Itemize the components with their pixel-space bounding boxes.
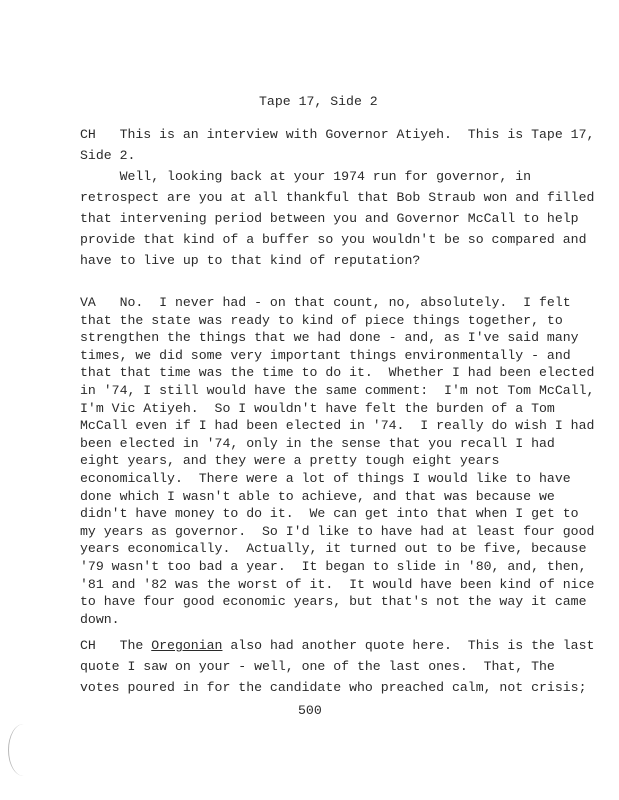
text-line: done which I wasn't able to achieve, and that was because we — [80, 488, 555, 504]
text-line: quote I saw on your - well, one of the last ones. That, The — [80, 659, 555, 674]
text-line: in '74, I still would have the same comment: I'm not Tom McCall, — [80, 383, 595, 398]
text-line: times, we did some very important things environmentally - and — [80, 347, 571, 363]
text-line: VA No. I never had - on that count, no, absolutely. I felt — [80, 295, 571, 310]
text-line: have to live up to that kind of reputation? — [80, 253, 421, 268]
text-line: economically. There were a lot of things I would like to have — [80, 471, 571, 486]
page-number: 500 — [298, 703, 322, 718]
text-line — [80, 638, 594, 653]
text-line: strengthen the things that we had done - and, as I've said many — [80, 330, 579, 346]
text-line: didn't have money to do it. We can get into that when I get to — [80, 506, 579, 522]
text-line: that the state was ready to kind of piece things together, to — [80, 312, 563, 328]
text-line: CH This is an interview with Governor Atiyeh. This is Tape 17, — [80, 127, 595, 142]
text-line: to have four good economic years, but that's not the way it came — [80, 594, 587, 610]
text-line: retrospect are you at all thankful that Bob Straub won and filled — [80, 190, 595, 205]
text-line: '79 wasn't too bad a year. It began to slide in '80, and, then, — [80, 559, 587, 574]
text-line: McCall even if I had been elected in '74. I really do wish I had — [80, 418, 595, 434]
speaker-prefix: CH The — [80, 638, 152, 653]
scan-margin-mark — [8, 724, 39, 776]
text-line: Side 2. — [80, 148, 136, 163]
text-line: I'm Vic Atiyeh. So I wouldn't have felt the burden of a Tom — [80, 400, 555, 416]
text-line: my years as governor. So I'd like to have had at least four good — [80, 523, 595, 539]
tape-heading: Tape 17, Side 2 — [259, 94, 378, 109]
text-line: that that time was the time to do it. Whether I had been elected — [80, 365, 595, 381]
text-line: Well, looking back at your 1974 run for governor, in — [80, 169, 532, 184]
text-line: eight years, and they were a pretty tough eight years — [80, 453, 500, 469]
text-line: down. — [80, 611, 120, 627]
text-line: years economically. Actually, it turned out to be five, because — [80, 541, 587, 557]
text-line: '81 and '82 was the worst of it. It would have been kind of nice — [80, 576, 595, 592]
underlined-title: Oregonian — [151, 638, 223, 653]
text-segment: also had another quote here. This is the last — [222, 638, 595, 653]
text-line: been elected in '74, only in the sense that you recall I had — [80, 435, 555, 451]
text-line: that intervening period between you and Governor McCall to help — [80, 211, 579, 226]
text-line: provide that kind of a buffer so you wouldn't be so compared and — [80, 232, 587, 247]
text-line: votes poured in for the candidate who preached calm, not crisis; — [80, 680, 587, 695]
